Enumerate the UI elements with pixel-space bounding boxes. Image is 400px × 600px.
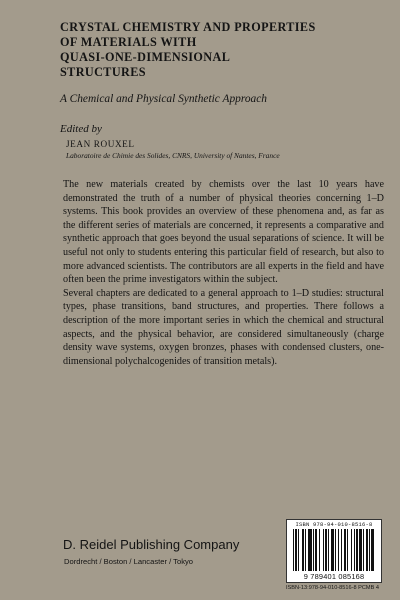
title-line: CRYSTAL CHEMISTRY AND PROPERTIES — [60, 20, 316, 34]
edited-by-label: Edited by — [60, 123, 102, 135]
barcode-image — [293, 529, 375, 571]
blurb-paragraph: The new materials created by chemists over the last 10 years have demonstrated the truth of a number of physical theories concerning 1–D systems. This book provides an overview of these phenomena and, as far as the different series of materials are concerned, it represents a comparative and synthetic approach that goes beyond the usual separations of science. It will be useful not only to students entering this particular field of research, but also to more advanced scientists. The contributors are all experts in the field and have often been the prime investigators within the subject. — [63, 179, 384, 286]
isbn-text: ISBN 978-94-010-8516-8 — [295, 521, 373, 528]
book-subtitle: A Chemical and Physical Synthetic Approach — [60, 93, 267, 105]
title-line: OF MATERIALS WITH — [60, 35, 197, 49]
book-title — [60, 20, 380, 80]
publisher-name: D. Reidel Publishing Company — [63, 537, 240, 552]
title-line: QUASI-ONE-DIMENSIONAL — [60, 50, 231, 64]
editor-affiliation: Laboratoire de Chimie des Solides, CNRS, University of Nantes, France — [66, 151, 280, 160]
blurb — [63, 178, 384, 368]
blurb-paragraph: Several chapters are dedicated to a general approach to 1–D studies: structural types, phase transitions, band structures, and properties. There follows a description of the more important series in which the chemical and structural aspects, and the physical behavior, are considered simultaneously (charge density wave systems, oxygen bronzes, phases with condensed clusters, one-dimensional polychalcogenides of transition metals). — [63, 287, 384, 367]
barcode-bar — [374, 529, 375, 571]
title-line: STRUCTURES — [60, 65, 146, 79]
editor-name: JEAN ROUXEL — [66, 139, 135, 149]
isbn-barcode-label — [286, 519, 382, 583]
publisher-cities: Dordrecht / Boston / Lancaster / Tokyo — [64, 557, 194, 566]
barcode-digits: 9 789401 085168 — [303, 572, 365, 581]
isbn-footer: ISBN-13:978-94-010-8516-8 PCMB 4 — [286, 585, 379, 591]
